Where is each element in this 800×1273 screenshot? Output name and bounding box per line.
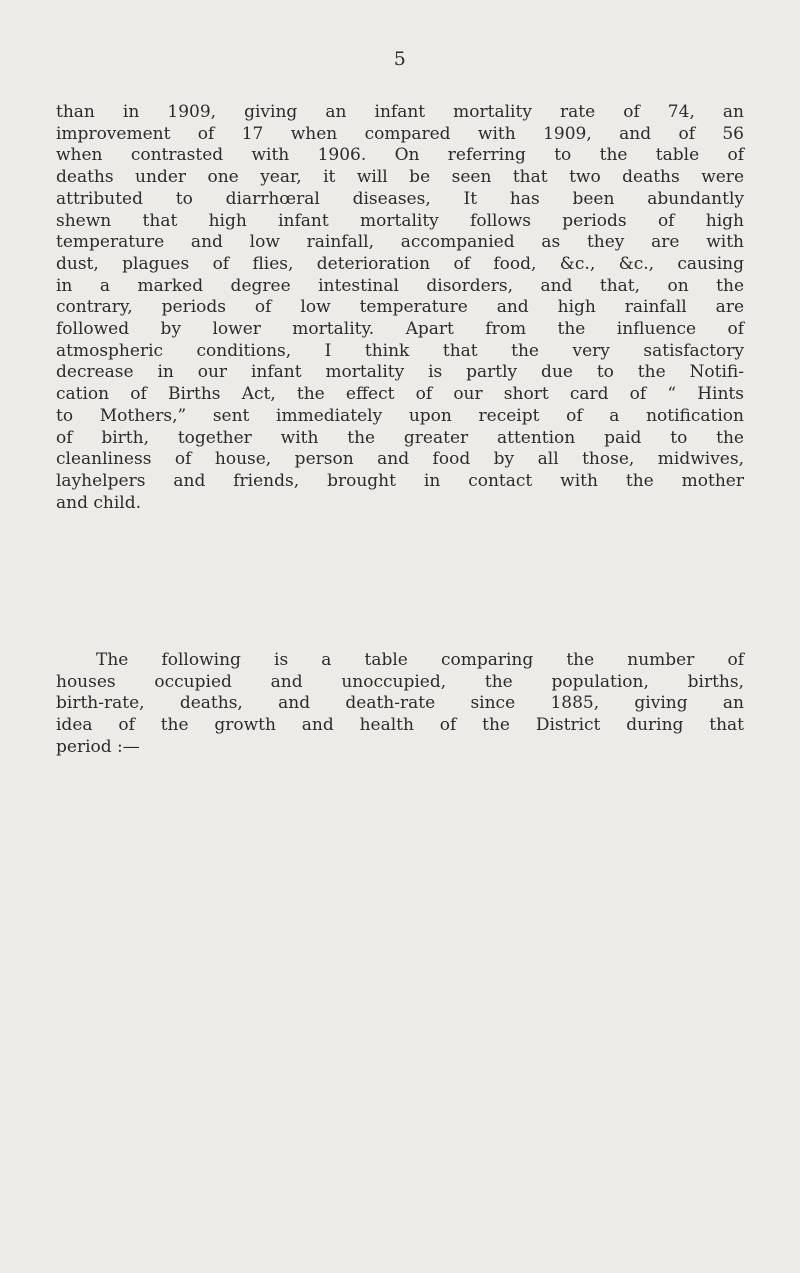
- text-line: The following is a table comparing the number of: [96, 650, 744, 670]
- text-line: to Mothers,” sent immediately upon receipt of a notification: [56, 405, 744, 426]
- text-line: dust, plagues of flies, deterioration of food, &c., &c., causing: [56, 253, 744, 274]
- text-line: birth-rate, deaths, and death-rate since 1885, giving an: [56, 693, 744, 714]
- text-line: shewn that high infant mortality follows periods of high: [56, 210, 744, 231]
- text-line: cleanliness of house, person and food by all those, midwives,: [56, 449, 744, 470]
- text-line: followed by lower mortality. Apart from the influence of: [56, 319, 744, 340]
- text-line: contrary, periods of low temperature and high rainfall are: [56, 297, 744, 318]
- text-line: temperature and low rainfall, accompanied as they are with: [56, 232, 744, 253]
- text-line: period :—: [56, 736, 140, 757]
- text-line: and child.: [56, 492, 141, 513]
- text-line: layhelpers and friends, brought in contact with the mother: [56, 470, 744, 491]
- text-line: deaths under one year, it will be seen that two deaths were: [56, 167, 744, 188]
- text-line: in a marked degree intestinal disorders, and that, on the: [56, 275, 744, 296]
- paragraph-infant-mortality: [56, 102, 744, 514]
- text-line: atmospheric conditions, I think that the very satisfactory: [56, 340, 744, 361]
- paragraph-table-intro: [56, 650, 744, 759]
- text-line: cation of Births Act, the effect of our short card of “ Hints: [56, 384, 744, 405]
- page-number: 5: [393, 48, 407, 70]
- text-line: houses occupied and unoccupied, the population, births,: [56, 671, 744, 692]
- text-line: than in 1909, giving an infant mortality rate of 74, an: [56, 102, 744, 122]
- text-line: when contrasted with 1906. On referring to the table of: [56, 145, 744, 166]
- text-line: attributed to diarrhœral diseases, It has been abundantly: [56, 188, 744, 209]
- text-line: idea of the growth and health of the District during that: [56, 715, 744, 736]
- text-line: of birth, together with the greater attention paid to the: [56, 427, 744, 448]
- text-line: decrease in our infant mortality is partly due to the Notifi-: [56, 362, 744, 383]
- text-line: improvement of 17 when compared with 1909, and of 56: [56, 123, 744, 144]
